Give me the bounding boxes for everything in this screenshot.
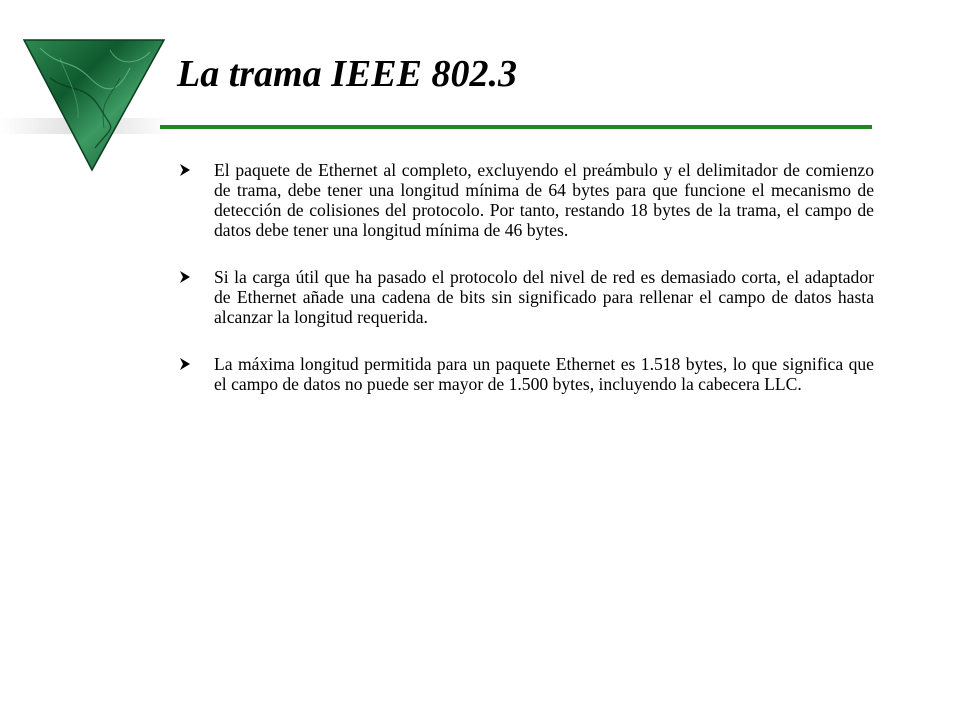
slide-title: La trama IEEE 802.3 xyxy=(177,53,517,95)
title-divider xyxy=(160,125,872,129)
bullet-text: La máxima longitud permitida para un paquete Ethernet es 1.518 bytes, lo que significa que el campo de datos no puede ser mayor de 1.500 bytes, incluyendo la cabecera LLC. xyxy=(214,354,874,394)
bullet-list xyxy=(177,160,874,421)
arrowhead-bullet-icon xyxy=(177,160,195,180)
bullet-text: El paquete de Ethernet al completo, excluyendo el preámbulo y el delimitador de comienzo de trama, debe tener una longitud mínima de 64 bytes para que funcione el mecanismo de detección de colisiones del protocolo. Por tanto, restando 18 bytes de la trama, el campo de datos debe tener una longitud mínima de 46 bytes. xyxy=(214,160,874,240)
arrowhead-bullet-icon xyxy=(177,354,195,374)
green-marble-triangle-icon xyxy=(0,38,170,172)
bullet-item xyxy=(177,354,874,394)
bullet-item xyxy=(177,267,874,327)
arrowhead-bullet-icon xyxy=(177,267,195,287)
bullet-item xyxy=(177,160,874,240)
bullet-text: Si la carga útil que ha pasado el protocolo del nivel de red es demasiado corta, el adaptador de Ethernet añade una cadena de bits sin significado para rellenar el campo de datos hasta alcanzar la longitud requerida. xyxy=(214,267,874,327)
